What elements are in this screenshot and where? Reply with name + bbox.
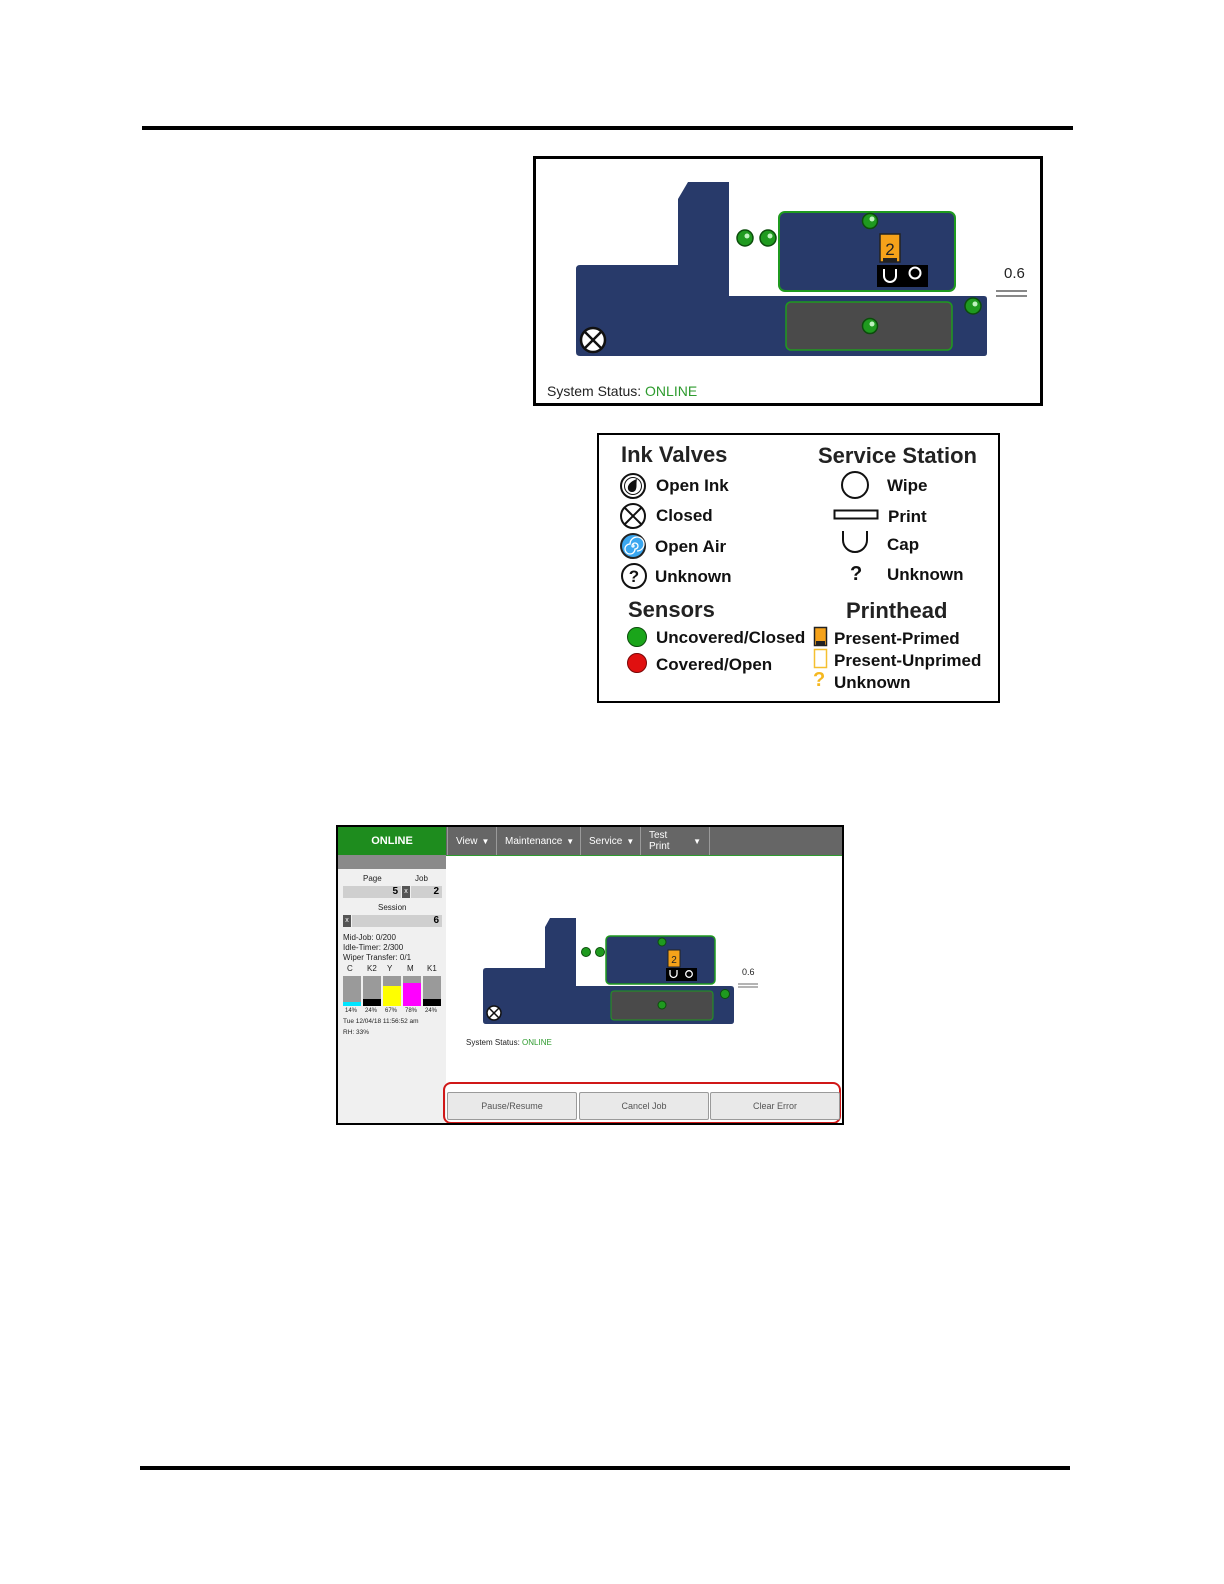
system-status-label: System Status: (466, 1038, 520, 1047)
ink-label: M (407, 964, 414, 973)
ink-level-fill (383, 986, 401, 1006)
wipe-legend-icon (840, 470, 870, 500)
menu-maintenance-label: Maintenance (505, 835, 563, 847)
unknown-valve-symbol: ? (628, 567, 640, 586)
sensor-red-legend-icon (626, 652, 648, 674)
diagram-legend (597, 433, 1000, 703)
datetime: Tue 12/04/18 11:56:52 am (343, 1018, 419, 1025)
menu-test-print[interactable] (640, 827, 710, 855)
header-rule (142, 126, 1073, 130)
ink-percent: 67% (385, 1008, 398, 1014)
legend-heading-sensors: Sensors (628, 597, 715, 622)
service-unknown-symbol: ? (850, 563, 863, 585)
idle-timer-info: Idle-Timer: 2/300 (343, 943, 404, 952)
gap-indicator-icon (738, 984, 758, 987)
legend-open-air: Open Air (655, 537, 727, 556)
sensor-green-3 (863, 214, 878, 229)
legend-present-primed: Present-Primed (834, 629, 960, 648)
ink-level-fill (363, 999, 381, 1006)
clear-error-button[interactable]: Clear Error (710, 1092, 840, 1120)
ink-label: C (347, 964, 353, 973)
session-label: Session (378, 903, 407, 912)
ink-percent: 78% (405, 1008, 418, 1014)
sensor-green-4 (721, 990, 730, 999)
legend-valve-unknown: Unknown (655, 567, 732, 586)
legend-present-unprimed: Present-Unprimed (834, 651, 982, 670)
app-screenshot (336, 825, 844, 1125)
printhead-number: 2 (885, 240, 895, 259)
printhead-primed-icon (668, 950, 680, 967)
sensor-green-1 (737, 230, 753, 246)
printhead-number: 2 (671, 955, 677, 966)
ink-label: K2 (367, 964, 377, 973)
sensor-green-5 (863, 319, 878, 334)
legend-print: Print (888, 507, 927, 526)
closed-valve-icon (619, 502, 647, 530)
sensor-green-2 (760, 230, 776, 246)
legend-heading-printhead: Printhead (846, 598, 948, 623)
legend-wipe: Wipe (887, 476, 928, 495)
ink-label: Y (387, 964, 393, 973)
online-status-badge: ONLINE (338, 827, 446, 855)
ink-percent: 24% (425, 1008, 438, 1014)
ink-level-fill (403, 983, 421, 1006)
wiper-transfer-info: Wiper Transfer: 0/1 (343, 953, 412, 962)
job-counter: 2 (411, 886, 442, 898)
printer-diagram-svg (536, 159, 1040, 403)
ink-percent: 14% (345, 1008, 358, 1014)
ink-level-bar (423, 976, 441, 1006)
menu-test-print-label: Test Print (649, 830, 670, 852)
sensor-green-legend-icon (626, 626, 648, 648)
system-status (466, 1038, 552, 1047)
system-status-value: ONLINE (522, 1038, 552, 1047)
chevron-down-icon: ▼ (626, 836, 635, 846)
content-top-border (446, 855, 842, 856)
ink-level-fill (423, 999, 441, 1006)
chevron-down-icon: ▼ (566, 836, 575, 846)
printer-diagram-large (533, 156, 1043, 406)
chevron-down-icon: ▼ (481, 836, 490, 846)
system-status-value: ONLINE (645, 383, 698, 399)
sensor-green-1 (582, 948, 591, 957)
ink-label: K1 (427, 964, 437, 973)
status-sidebar (338, 855, 446, 1125)
page-counter: 5 (343, 886, 401, 898)
relative-humidity: RH: 33% (343, 1029, 370, 1036)
printhead-primed-icon (880, 234, 900, 262)
cancel-job-button[interactable]: Cancel Job (579, 1092, 709, 1120)
gap-value: 0.6 (1004, 265, 1025, 282)
cap-wipe-block (666, 968, 697, 981)
reset-page-button[interactable]: x (402, 886, 410, 898)
legend-heading-service-station: Service Station (818, 443, 977, 468)
ink-level-bar (383, 976, 401, 1006)
menu-service[interactable] (580, 827, 640, 855)
ink-level-bar (363, 976, 381, 1006)
gap-indicator-icon (996, 291, 1027, 296)
ink-level-bar (343, 976, 361, 1006)
gap-value: 0.6 (742, 967, 755, 977)
sidebar-strip (338, 855, 446, 869)
open-air-icon (619, 532, 647, 560)
legend-closed: Closed (656, 506, 713, 525)
legend-printhead-unknown: Unknown (834, 673, 911, 692)
job-label: Job (415, 874, 428, 883)
unknown-valve-icon (620, 562, 648, 590)
printhead-primed-legend-icon (813, 626, 829, 648)
system-status (547, 383, 697, 399)
sensor-green-4 (965, 298, 981, 314)
sensor-green-2 (596, 948, 605, 957)
legend-uncovered-closed: Uncovered/Closed (656, 628, 806, 647)
pause-resume-button[interactable]: Pause/Resume (447, 1092, 577, 1120)
reset-session-button[interactable]: x (343, 915, 351, 927)
legend-heading-ink-valves: Ink Valves (621, 442, 728, 467)
open-ink-icon (619, 472, 647, 500)
system-status-label: System Status: (547, 383, 642, 399)
ink-level-bar (403, 976, 421, 1006)
menu-view[interactable] (447, 827, 496, 855)
print-legend-icon (833, 509, 881, 521)
cap-wipe-block (877, 265, 928, 287)
page-label: Page (363, 874, 382, 883)
menu-maintenance[interactable] (496, 827, 580, 855)
printer-diagram-small (478, 915, 778, 1025)
cap-legend-icon (840, 528, 872, 556)
legend-covered-open: Covered/Open (656, 655, 773, 674)
menu-view-label: View (456, 835, 478, 847)
chevron-down-icon: ▼ (693, 836, 701, 846)
menu-service-label: Service (589, 835, 623, 847)
ink-percent: 24% (365, 1008, 378, 1014)
footer-rule (140, 1466, 1070, 1470)
mid-job-info: Mid-Job: 0/200 (343, 933, 396, 942)
printhead-unprimed-legend-icon (813, 648, 829, 670)
ink-valve-closed-icon (487, 1006, 501, 1020)
legend-open-ink: Open Ink (656, 476, 729, 495)
session-counter: 6 (352, 915, 442, 927)
legend-cap: Cap (887, 535, 920, 554)
printhead-unknown-symbol: ? (813, 669, 826, 691)
sensor-green-3 (658, 938, 666, 946)
ink-valve-closed-icon (581, 328, 605, 352)
sensor-green-5 (658, 1001, 666, 1009)
legend-service-unknown: Unknown (887, 565, 964, 584)
ink-level-fill (343, 1002, 361, 1006)
